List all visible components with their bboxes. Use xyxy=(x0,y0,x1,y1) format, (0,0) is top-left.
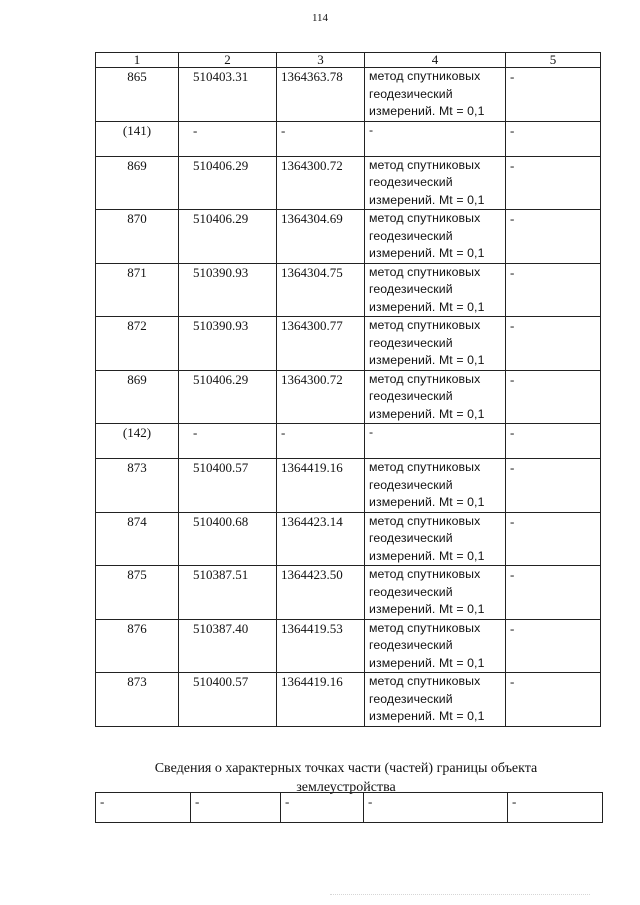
method-line: - xyxy=(369,122,374,137)
cell-col-3: - xyxy=(277,121,365,156)
cell-col-4 xyxy=(365,566,506,620)
method-line: метод спутниковых xyxy=(369,567,481,581)
table-row xyxy=(96,210,601,264)
cell-col-1: 870 xyxy=(96,210,179,264)
method-line: метод спутниковых xyxy=(369,157,481,172)
method-line: геодезический xyxy=(369,282,453,296)
cell-col-1: 869 xyxy=(96,156,179,210)
cell-col-3: 1364423.50 xyxy=(277,566,365,620)
cell-col-5: - xyxy=(506,619,601,673)
cell-col-5: - xyxy=(506,121,601,156)
cell-col-5: - xyxy=(506,210,601,264)
section-separator-row xyxy=(96,121,601,156)
header-cell-5: 5 xyxy=(506,53,601,68)
cell-col-4 xyxy=(365,512,506,566)
page-number: 114 xyxy=(311,12,329,24)
method-line: геодезический xyxy=(369,86,453,101)
method-line: геодезический xyxy=(369,477,453,492)
cell-col-1: 865 xyxy=(96,68,179,122)
method-line: измерений. Mt = 0,1 xyxy=(369,709,485,723)
method-line: измерений. Mt = 0,1 xyxy=(369,104,485,118)
boundary-cell-3: - xyxy=(281,793,364,823)
table-row xyxy=(96,156,601,210)
cell-col-5: - xyxy=(506,566,601,620)
method-line: - xyxy=(369,425,374,439)
cell-col-1: (141) xyxy=(96,121,179,156)
method-line: метод спутниковых xyxy=(369,69,481,83)
cell-col-2: - xyxy=(179,121,277,156)
table-row xyxy=(96,263,601,317)
cell-col-1: 875 xyxy=(96,566,179,620)
boundary-points-table xyxy=(95,792,603,823)
boundary-points-row xyxy=(96,793,603,823)
method-line: геодезический xyxy=(369,175,453,189)
cell-col-2: 510400.68 xyxy=(179,512,277,566)
cell-col-3: 1364304.75 xyxy=(277,263,365,317)
method-line: метод спутниковых xyxy=(369,371,481,386)
cell-col-5: - xyxy=(506,459,601,513)
section-separator-row xyxy=(96,424,601,459)
table-row xyxy=(96,370,601,424)
table-header-row xyxy=(96,53,601,68)
method-line: метод спутниковых xyxy=(369,513,481,528)
method-line: измерений. Mt = 0,1 xyxy=(369,246,485,260)
coordinates-table xyxy=(95,52,601,727)
scan-artifact-line xyxy=(330,894,590,899)
header-cell-2: 2 xyxy=(179,53,277,68)
method-line: метод спутниковых xyxy=(369,211,481,225)
method-line: метод спутниковых xyxy=(369,460,481,474)
cell-col-4 xyxy=(365,424,506,459)
cell-col-1: 873 xyxy=(96,459,179,513)
table-row xyxy=(96,673,601,727)
cell-col-1: 874 xyxy=(96,512,179,566)
cell-col-5: - xyxy=(506,317,601,371)
boundary-cell-4: - xyxy=(364,793,508,823)
cell-col-4 xyxy=(365,121,506,156)
cell-col-4 xyxy=(365,263,506,317)
cell-col-5: - xyxy=(506,68,601,122)
cell-col-2: 510387.51 xyxy=(179,566,277,620)
header-cell-3: 3 xyxy=(277,53,365,68)
cell-col-3: 1364300.72 xyxy=(277,370,365,424)
cell-col-5: - xyxy=(506,370,601,424)
caption-line-2: землеустройства xyxy=(296,780,396,795)
cell-col-4 xyxy=(365,459,506,513)
method-line: измерений. Mt = 0,1 xyxy=(369,602,485,616)
cell-col-5: - xyxy=(506,424,601,459)
method-line: измерений. Mt = 0,1 xyxy=(369,655,485,670)
method-line: геодезический xyxy=(369,691,453,706)
method-line: метод спутниковых xyxy=(369,264,481,279)
cell-col-2: 510406.29 xyxy=(179,156,277,210)
cell-col-3: 1364419.16 xyxy=(277,673,365,727)
table-row xyxy=(96,566,601,620)
cell-col-5: - xyxy=(506,673,601,727)
cell-col-2: 510400.57 xyxy=(179,673,277,727)
header-cell-4: 4 xyxy=(365,53,506,68)
cell-col-1: 871 xyxy=(96,263,179,317)
cell-col-4 xyxy=(365,210,506,264)
cell-col-3: 1364363.78 xyxy=(277,68,365,122)
table-row xyxy=(96,619,601,673)
method-line: метод спутниковых xyxy=(369,674,481,688)
method-line: геодезический xyxy=(369,335,453,350)
method-line: измерений. Mt = 0,1 xyxy=(369,192,485,207)
cell-col-3: 1364300.77 xyxy=(277,317,365,371)
cell-col-5: - xyxy=(506,512,601,566)
cell-col-1: (142) xyxy=(96,424,179,459)
table-row xyxy=(96,68,601,122)
method-line: измерений. Mt = 0,1 xyxy=(369,495,485,509)
cell-col-2: 510387.40 xyxy=(179,619,277,673)
cell-col-2: 510400.57 xyxy=(179,459,277,513)
method-line: геодезический xyxy=(369,389,453,403)
boundary-cell-5: - xyxy=(508,793,603,823)
method-line: геодезический xyxy=(369,638,453,652)
cell-col-2: 510406.29 xyxy=(179,210,277,264)
cell-col-4 xyxy=(365,156,506,210)
cell-col-1: 872 xyxy=(96,317,179,371)
caption-line-1: Сведения о характерных точках части (частей) границы объекта xyxy=(154,761,538,776)
method-line: геодезический xyxy=(369,531,453,545)
method-line: измерений. Mt = 0,1 xyxy=(369,353,485,367)
cell-col-2: - xyxy=(179,424,277,459)
method-line: измерений. Mt = 0,1 xyxy=(369,299,485,314)
header-cell-1: 1 xyxy=(96,53,179,68)
coordinates-table-body xyxy=(96,53,601,727)
cell-col-3: 1364423.14 xyxy=(277,512,365,566)
cell-col-4 xyxy=(365,673,506,727)
cell-col-4 xyxy=(365,619,506,673)
cell-col-2: 510390.93 xyxy=(179,317,277,371)
boundary-cell-1: - xyxy=(96,793,191,823)
method-line: измерений. Mt = 0,1 xyxy=(369,548,485,563)
cell-col-3: 1364419.53 xyxy=(277,619,365,673)
cell-col-1: 873 xyxy=(96,673,179,727)
method-line: метод спутниковых xyxy=(369,620,481,635)
method-line: геодезический xyxy=(369,228,453,243)
table-row xyxy=(96,512,601,566)
cell-col-3: 1364304.69 xyxy=(277,210,365,264)
cell-col-2: 510390.93 xyxy=(179,263,277,317)
method-line: измерений. Mt = 0,1 xyxy=(369,406,485,421)
cell-col-2: 510406.29 xyxy=(179,370,277,424)
table-row xyxy=(96,459,601,513)
cell-col-4 xyxy=(365,317,506,371)
boundary-cell-2: - xyxy=(191,793,281,823)
table-row xyxy=(96,317,601,371)
cell-col-4 xyxy=(365,370,506,424)
cell-col-4 xyxy=(365,68,506,122)
cell-col-1: 876 xyxy=(96,619,179,673)
cell-col-5: - xyxy=(506,263,601,317)
cell-col-1: 869 xyxy=(96,370,179,424)
method-line: геодезический xyxy=(369,584,453,599)
method-line: метод спутниковых xyxy=(369,318,481,332)
cell-col-3: 1364300.72 xyxy=(277,156,365,210)
cell-col-5: - xyxy=(506,156,601,210)
cell-col-2: 510403.31 xyxy=(179,68,277,122)
cell-col-3: 1364419.16 xyxy=(277,459,365,513)
cell-col-3: - xyxy=(277,424,365,459)
